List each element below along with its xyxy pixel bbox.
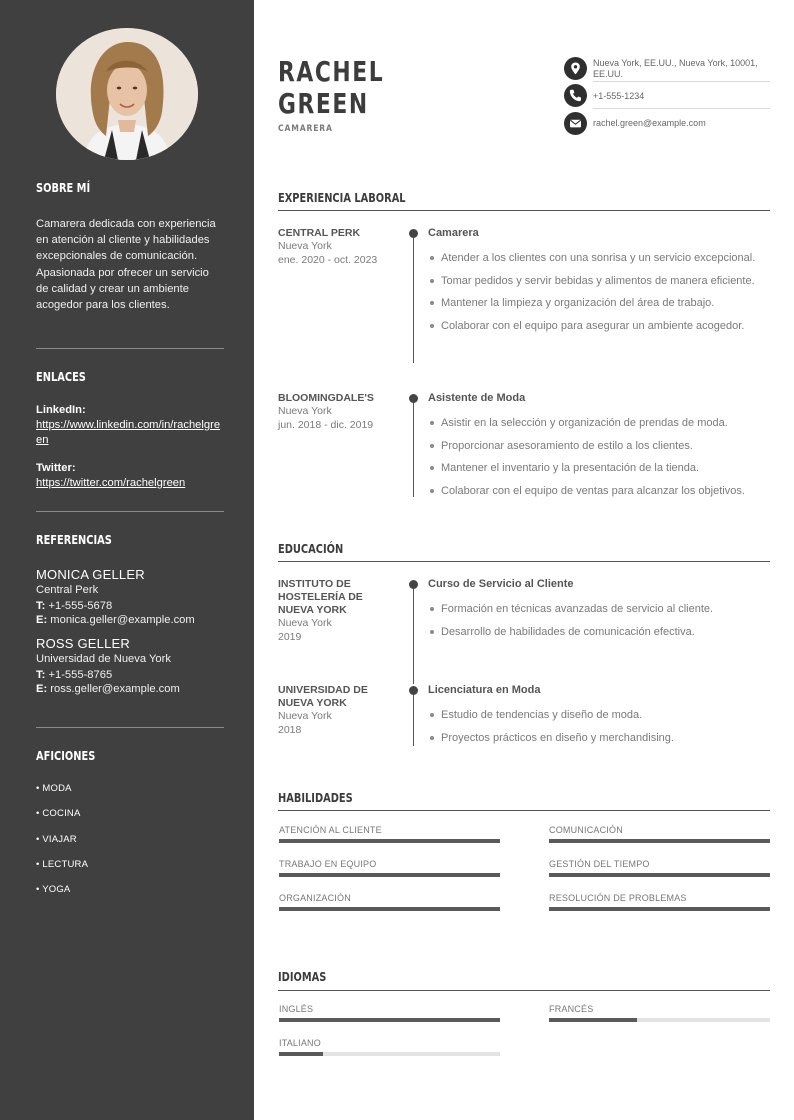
employer: CENTRAL PERK [278,227,361,239]
sidebar [0,0,254,1120]
education-heading: EDUCACIÓN [278,542,344,556]
language-item [549,1004,770,1014]
links-section [36,370,224,491]
reference-email [36,683,224,695]
last-name: GREEN [278,87,369,120]
link-label: Twitter: [36,462,76,474]
reference-org: Central Perk [36,584,99,596]
hobby-item: • VIAJAR [36,834,77,845]
skill-bar [549,839,770,843]
list-item: Formación en técnicas avanzadas de servicio al cliente. [428,602,773,616]
link-label: LinkedIn: [36,404,86,416]
divider [593,81,770,82]
language-label: ITALIANO [279,1038,321,1048]
skill-item [549,825,770,835]
timeline-dot [409,394,418,403]
institution: INSTITUTO DE HOSTELERÍA DE NUEVA YORK [278,578,363,616]
profile-photo [56,28,198,160]
reference-email [36,614,224,626]
language-item [279,1038,500,1048]
timeline-line [413,394,414,497]
list-item: Atender a los clientes con una sonrisa y un servicio excepcional. [428,251,773,265]
dates: jun. 2018 - dic. 2019 [278,418,374,431]
dates: 2018 [278,723,302,736]
skills-heading: HABILIDADES [278,791,353,805]
reference-org: Universidad de Nueva York [36,653,171,665]
section-rule [278,561,770,562]
languages-heading: IDIOMAS [278,970,327,984]
degree-title: Licenciatura en Moda [428,684,541,696]
hobby-item: • COCINA [36,808,81,819]
phone-value: +1-555-5678 [48,600,113,612]
phone-label: T: [36,669,46,681]
bullet-list [428,251,773,341]
email-label: E: [36,683,48,695]
employer: BLOOMINGDALE'S [278,392,374,404]
divider [36,511,224,512]
list-item: Colaborar con el equipo de ventas para alcanzar los objetivos. [428,484,773,498]
job-title: CAMARERA [278,124,333,134]
skill-label: COMUNICACIÓN [549,825,623,835]
references-section [36,533,224,695]
divider [36,727,224,728]
timeline-dot [409,580,418,589]
about-text: Camarera dedicada con experiencia en atención al cliente y habilidades excepcionales de comunicación. Apasionada por ofrecer un servicio de calidad y crear un ambiente acogedor para los clientes. [36,218,216,312]
list-item: Proporcionar asesoramiento de estilo a los clientes. [428,439,773,453]
timeline-line [413,233,414,363]
experience-heading: EXPERIENCIA LABORAL [278,191,406,205]
skill-bar-fill [279,839,500,843]
skill-label: RESOLUCIÓN DE PROBLEMAS [549,893,687,903]
role-title: Camarera [428,227,479,239]
skill-item [549,893,770,903]
divider [36,348,224,349]
section-rule [278,810,770,811]
hobby-item: • YOGA [36,884,71,895]
role-title: Asistente de Moda [428,392,526,404]
section-rule [278,210,770,211]
contact-block [564,57,770,137]
links-heading: ENLACES [36,370,86,384]
email-text[interactable]: rachel.green@example.com [593,118,706,128]
skill-item [549,859,770,869]
skill-label: ATENCIÓN AL CLIENTE [279,825,382,835]
list-item: Proyectos prácticos en diseño y merchandising. [428,731,773,745]
list-item: Asistir en la selección y organización de prendas de moda. [428,416,773,430]
hobbies-heading: AFICIONES [36,749,96,763]
list-item: Desarrollo de habilidades de comunicación efectiva. [428,625,773,639]
experience-entry-meta [278,392,396,432]
skill-bar [279,839,500,843]
dates: 2019 [278,630,302,643]
skill-bar [279,873,500,877]
skill-label: GESTIÓN DEL TIEMPO [549,859,650,869]
skill-label: TRABAJO EN EQUIPO [279,859,377,869]
skill-item [279,825,500,835]
references-heading: REFERENCIAS [36,533,112,547]
phone-label: T: [36,600,46,612]
twitter-link[interactable]: https://twitter.com/rachelgreen [36,477,186,489]
phone-value: +1-555-8765 [48,669,113,681]
location: Nueva York [278,617,332,629]
link-linkedin [36,404,224,448]
skill-bar [549,907,770,911]
bullet-list [428,602,773,647]
reference-item [36,636,224,695]
skill-item [279,859,500,869]
bullet-list [428,416,773,506]
email-value: monica.geller@example.com [50,614,195,626]
list-item: Mantener la limpieza y organización del área de trabajo. [428,296,773,310]
language-bar [279,1018,500,1022]
skill-bar [549,873,770,877]
about-section [36,181,224,313]
skill-label: ORGANIZACIÓN [279,893,351,903]
skill-bar-fill [279,873,500,877]
link-twitter [36,462,224,491]
reference-phone [36,600,224,612]
experience-entry-meta [278,227,396,267]
skill-bar-fill [549,907,770,911]
language-bar [549,1018,770,1022]
hobbies-section [36,749,224,909]
divider [593,108,770,109]
degree-title: Curso de Servicio al Cliente [428,578,574,590]
location: Nueva York [278,405,332,417]
location: Nueva York [278,240,332,252]
list-item: Colaborar con el equipo para asegurar un ambiente acogedor. [428,319,773,333]
education-entry-meta [278,684,396,737]
location-pin-icon [564,57,587,80]
linkedin-link[interactable]: https://www.linkedin.com/in/rachelgreen [36,419,221,446]
skill-item [279,893,500,903]
section-rule [278,990,770,991]
timeline-line [413,686,414,746]
language-bar-fill [279,1052,323,1056]
address-text: Nueva York, EE.UU., Nueva York, 10001, EE.UU. [593,58,758,79]
skill-bar [279,907,500,911]
timeline-dot [409,229,418,238]
language-item [279,1004,500,1014]
dates: ene. 2020 - oct. 2023 [278,253,378,266]
education-entry-meta [278,578,396,644]
list-item: Estudio de tendencias y diseño de moda. [428,708,773,722]
language-label: FRANCÉS [549,1004,594,1014]
skill-bar-fill [549,839,770,843]
language-bar-fill [549,1018,637,1022]
email-value: ross.geller@example.com [50,683,180,695]
email-label: E: [36,614,48,626]
reference-phone [36,669,224,681]
timeline-dot [409,686,418,695]
location: Nueva York [278,710,332,722]
skill-bar-fill [279,907,500,911]
language-label: INGLÉS [279,1004,314,1014]
reference-name: MONICA GELLER [36,567,145,582]
bullet-list [428,708,773,753]
language-bar [279,1052,500,1056]
hobby-item: • LECTURA [36,859,89,870]
list-item: Mantener el inventario y la presentación de la tienda. [428,461,773,475]
phone-icon [564,84,587,107]
name-block [278,56,414,134]
phone-text[interactable]: +1-555-1234 [593,91,645,101]
language-bar-fill [279,1018,500,1022]
skill-bar-fill [549,873,770,877]
first-name: RACHEL [278,55,385,88]
timeline-line [413,584,414,684]
hobby-item: • MODA [36,783,72,794]
reference-item [36,567,224,626]
institution: UNIVERSIDAD DE NUEVA YORK [278,684,368,709]
about-heading: SOBRE MÍ [36,181,91,195]
list-item: Tomar pedidos y servir bebidas y alimentos de manera eficiente. [428,274,773,288]
reference-name: ROSS GELLER [36,636,130,651]
email-icon [564,112,587,135]
